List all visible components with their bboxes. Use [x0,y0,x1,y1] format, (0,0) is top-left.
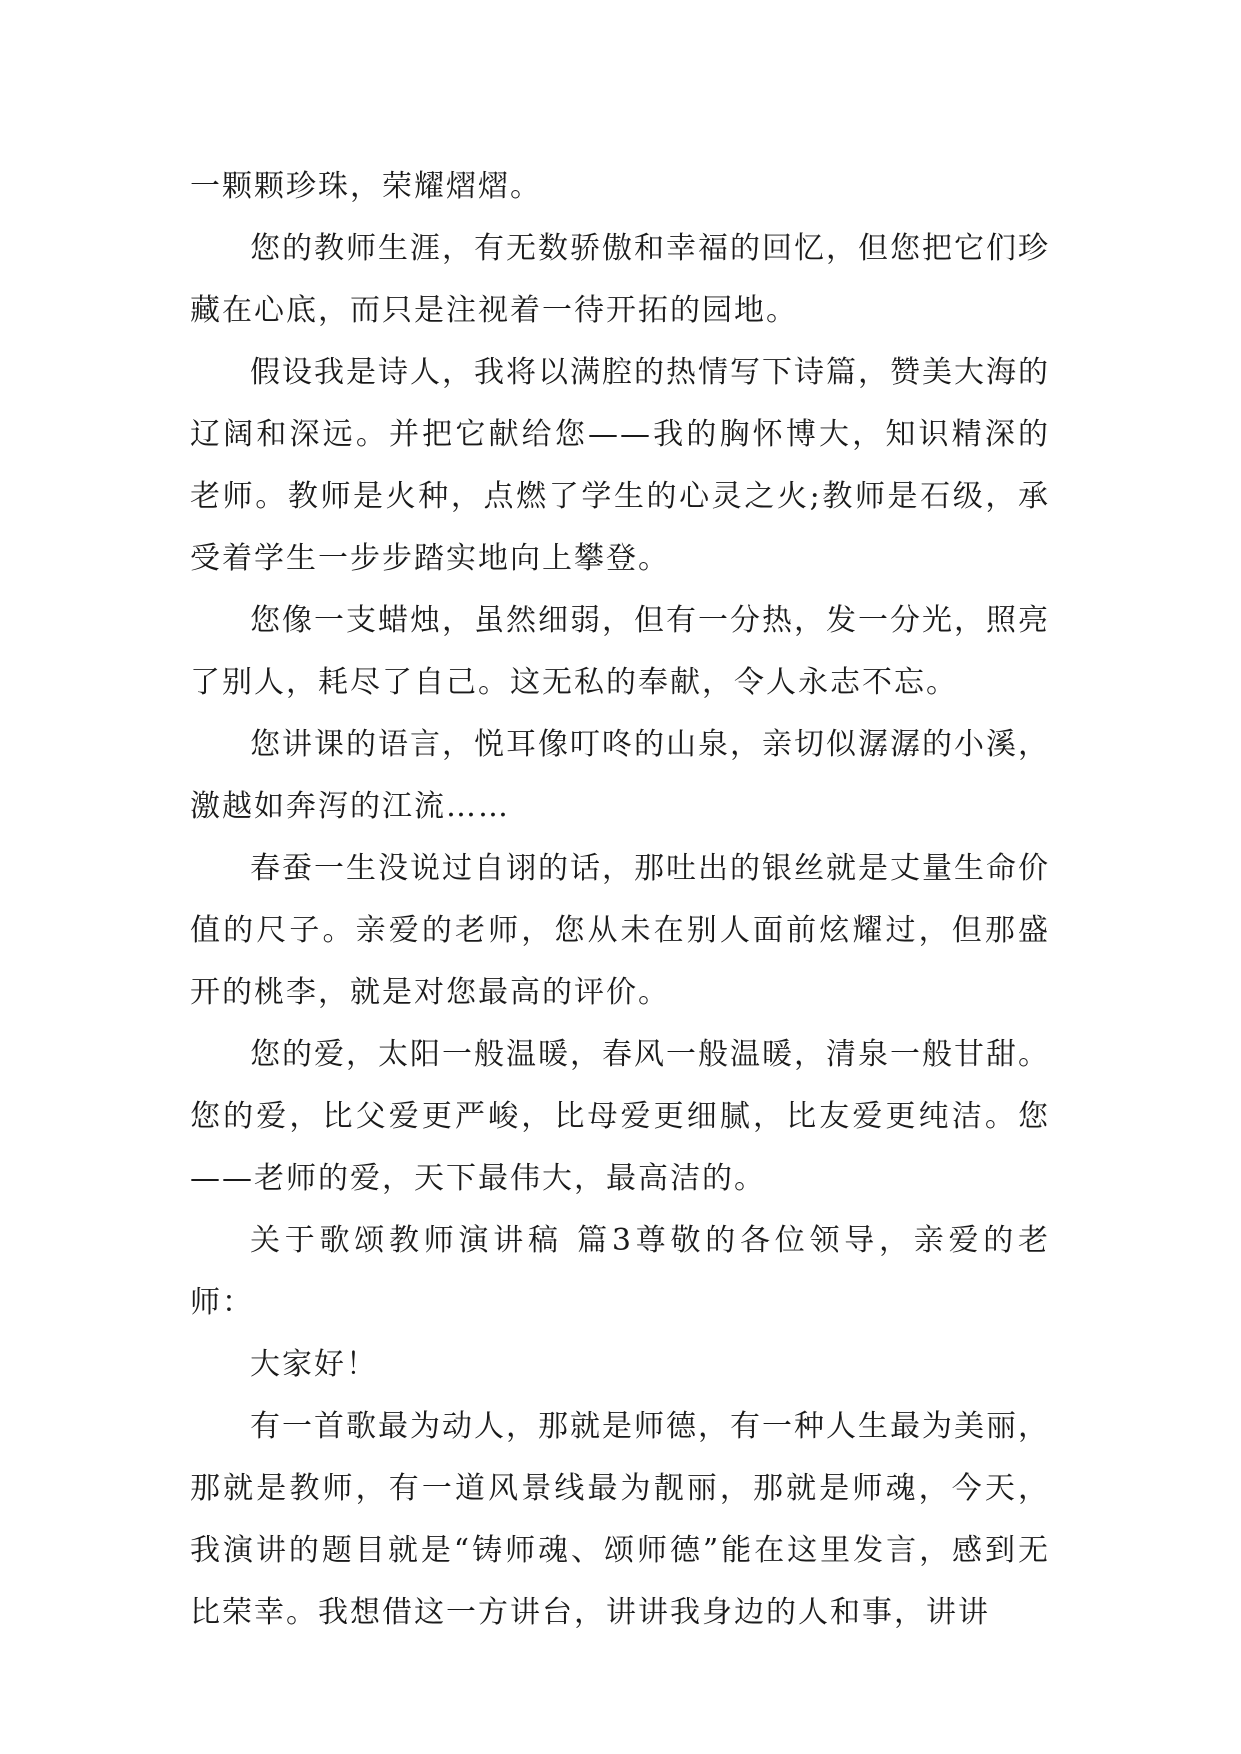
paragraph-career-memories: 您的教师生涯，有无数骄傲和幸福的回忆，但您把它们珍藏在心底，而只是注视着一待开拓的园地。 [190,231,1050,328]
document-body [190,156,1050,1644]
paragraph-greeting: 大家好！ [250,1347,378,1382]
paragraph-teacher-love: 您的爱，太阳一般温暖，春风一般温暖，清泉一般甘甜。您的爱，比父爱更严峻，比母爱更细腻，比友爱更纯洁。您——老师的爱，天下最伟大，最高洁的。 [190,1037,1050,1196]
paragraph-speech-3-heading: 关于歌颂教师演讲稿 篇3尊敬的各位领导，亲爱的老师： [190,1223,1050,1320]
paragraph-lecture-language: 您讲课的语言，悦耳像叮咚的山泉，亲切似潺潺的小溪，激越如奔泻的江流…… [190,727,1050,824]
paragraph-speech-opening: 有一首歌最为动人，那就是师德，有一种人生最为美丽，那就是教师，有一道风景线最为靓丽，那就是师魂，今天，我演讲的题目就是“铸师魂、颂师德”能在这里发言，感到无比荣幸。我想借这一方讲台，讲讲我身边的人和事，讲讲 [190,1409,1050,1630]
paragraph-continuation: 一颗颗珍珠，荣耀熠熠。 [190,169,542,204]
paragraph-silkworm: 春蚕一生没说过自诩的话，那吐出的银丝就是丈量生命价值的尺子。亲爱的老师，您从未在别人面前炫耀过，但那盛开的桃李，就是对您最高的评价。 [190,851,1050,1010]
paragraph-poet: 假设我是诗人，我将以满腔的热情写下诗篇，赞美大海的辽阔和深远。并把它献给您——我的胸怀博大，知识精深的老师。教师是火种，点燃了学生的心灵之火;教师是石级，承受着学生一步步踏实地向上攀登。 [190,355,1050,576]
paragraph-candle: 您像一支蜡烛，虽然细弱，但有一分热，发一分光，照亮了别人，耗尽了自己。这无私的奉献，令人永志不忘。 [190,603,1050,700]
